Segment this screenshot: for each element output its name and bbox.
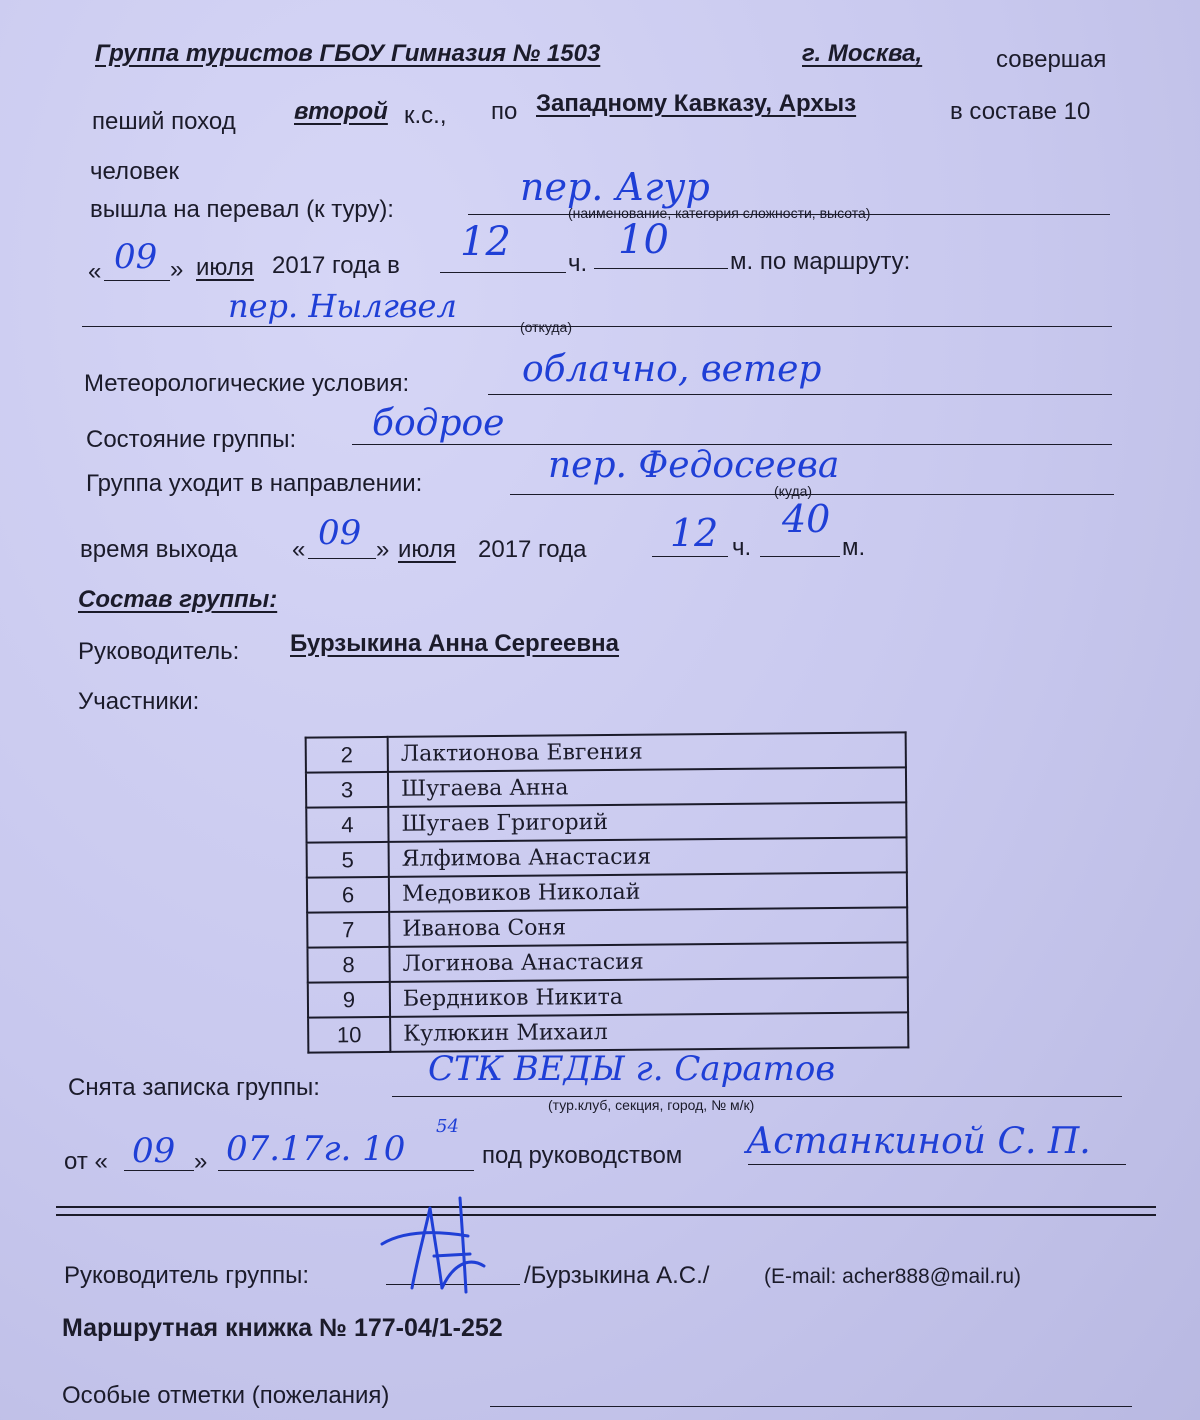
departure-hour: 12	[670, 511, 719, 555]
participants-label: Участники:	[78, 688, 200, 715]
separator-bottom	[56, 1214, 1156, 1216]
leadership-value: Астанкиной С. П.	[746, 1121, 1091, 1162]
from-caption: (откуда)	[520, 319, 572, 335]
under-leadership: под руководством	[482, 1142, 683, 1169]
date-month: июля	[196, 254, 254, 281]
departure-day: 09	[318, 513, 362, 553]
participant-number: 10	[308, 1017, 390, 1053]
departure-hour-line	[652, 556, 728, 557]
date-hour-label: ч.	[568, 250, 588, 277]
departure-month: июля	[398, 536, 456, 563]
date-close-quote: »	[170, 256, 184, 283]
direction-value: пер. Федосеева	[548, 445, 840, 486]
departure-year: 2017 года	[478, 536, 587, 563]
composition-text: в составе 10	[950, 98, 1091, 125]
direction-label: Группа уходит в направлении:	[86, 470, 423, 497]
date-day-line	[104, 280, 170, 281]
participant-name: Ялфимова Анастасия	[389, 837, 907, 877]
departure-hour-label: ч.	[732, 534, 752, 561]
note-removed-value: СТК ВЕДЫ г. Саратов	[428, 1049, 836, 1089]
group-leader-label: Руководитель группы:	[64, 1262, 310, 1289]
from-line	[82, 326, 1112, 327]
group-title: Группа туристов ГБОУ Гимназия № 1503	[95, 40, 601, 67]
date-open-quote: «	[88, 258, 102, 285]
table-row	[308, 977, 908, 1017]
date-day: 09	[114, 237, 158, 277]
table-row	[308, 1012, 908, 1052]
route-book-number: Маршрутная книжка № 177-04/1-252	[62, 1314, 503, 1342]
from-date-value: 07.17г. 10	[226, 1129, 406, 1169]
weather-label: Метеорологические условия:	[84, 370, 410, 397]
departure-minute-label: м.	[842, 534, 866, 561]
table-row	[307, 837, 907, 877]
date-hour-line	[440, 272, 566, 273]
departure-open-quote: «	[292, 536, 306, 563]
date-year: 2017 года в	[272, 252, 400, 279]
departure-minute: 40	[782, 497, 831, 541]
table-row	[306, 767, 906, 807]
table-row	[306, 802, 906, 842]
participant-name: Иванова Соня	[389, 907, 907, 947]
along-text: по	[491, 98, 518, 125]
group-leader-name: /Бурзыкина А.С./	[524, 1262, 710, 1289]
participant-number: 5	[307, 842, 389, 878]
city: г. Москва,	[802, 40, 923, 67]
hike-prefix: пеший поход	[92, 108, 236, 135]
note-removed-line	[392, 1096, 1122, 1097]
date-minute-line	[594, 268, 728, 269]
note-removed-label: Снята записка группы:	[68, 1074, 320, 1101]
departure-close-quote: »	[376, 536, 390, 563]
participant-name: Шугаев Григорий	[388, 802, 906, 842]
participant-number: 4	[306, 807, 388, 843]
participant-name: Логинова Анастасия	[389, 942, 907, 982]
date-minute-label: м. по маршруту:	[730, 248, 911, 275]
leader-value-line	[748, 1164, 1126, 1165]
performing-text: совершая	[996, 46, 1107, 73]
participant-name: Кулюкин Михаил	[390, 1012, 908, 1052]
weather-value: облачно, ветер	[522, 349, 822, 390]
departure-minute-line	[760, 556, 840, 557]
weather-line	[488, 394, 1112, 395]
special-notes-line	[490, 1406, 1132, 1407]
participant-name: Лактионова Евгения	[388, 732, 906, 772]
from-time-sup: 54	[436, 1116, 459, 1137]
composition-heading: Состав группы:	[78, 586, 278, 613]
group-leader-email: (E-mail: acher888@mail.ru)	[764, 1265, 1022, 1288]
participant-number: 6	[307, 877, 389, 913]
participant-name: Шугаева Анна	[388, 767, 906, 807]
participant-number: 3	[306, 772, 388, 808]
leader-label: Руководитель:	[78, 638, 240, 665]
table-row	[307, 872, 907, 912]
difficulty-value: второй	[294, 98, 388, 125]
from-close-quote: »	[194, 1148, 208, 1175]
pass-label: вышла на перевал (к туру):	[90, 196, 394, 223]
participant-number: 7	[307, 912, 389, 948]
separator-top	[56, 1206, 1156, 1208]
people-text: человек	[90, 158, 180, 185]
from-line-prefix: от «	[64, 1148, 108, 1175]
from-value: пер. Нылгвел	[228, 287, 457, 325]
participant-number: 9	[308, 982, 390, 1018]
condition-value: бодрое	[372, 403, 505, 444]
direction-caption: (куда)	[774, 483, 813, 499]
from-day: 09	[132, 1131, 176, 1171]
table-row	[307, 942, 907, 982]
pass-caption: (наименование, категория сложности, высота)	[568, 205, 871, 221]
date-minute: 10	[618, 217, 669, 263]
leader-name: Бурзыкина Анна Сергеевна	[290, 630, 619, 657]
special-notes-label: Особые отметки (пожелания)	[62, 1382, 390, 1409]
participant-name: Медовиков Николай	[389, 872, 907, 912]
participants-table	[305, 731, 910, 1053]
departure-label: время выхода	[80, 536, 238, 563]
region-value: Западному Кавказу, Архыз	[536, 90, 857, 117]
from-date-line	[218, 1170, 474, 1171]
ks-text: к.с.,	[404, 102, 447, 129]
pass-value: пер. Агур	[520, 165, 710, 209]
departure-day-line	[308, 558, 376, 559]
participant-number: 8	[307, 947, 389, 983]
participant-name: Бердников Никита	[390, 977, 908, 1017]
signature-mark	[372, 1196, 512, 1296]
condition-label: Состояние группы:	[86, 426, 297, 453]
participant-number: 2	[306, 737, 388, 773]
date-hour: 12	[460, 219, 511, 265]
note-removed-caption: (тур.клуб, секция, город, № м/к)	[548, 1097, 755, 1113]
table-row	[307, 907, 907, 947]
table-row	[306, 732, 906, 772]
